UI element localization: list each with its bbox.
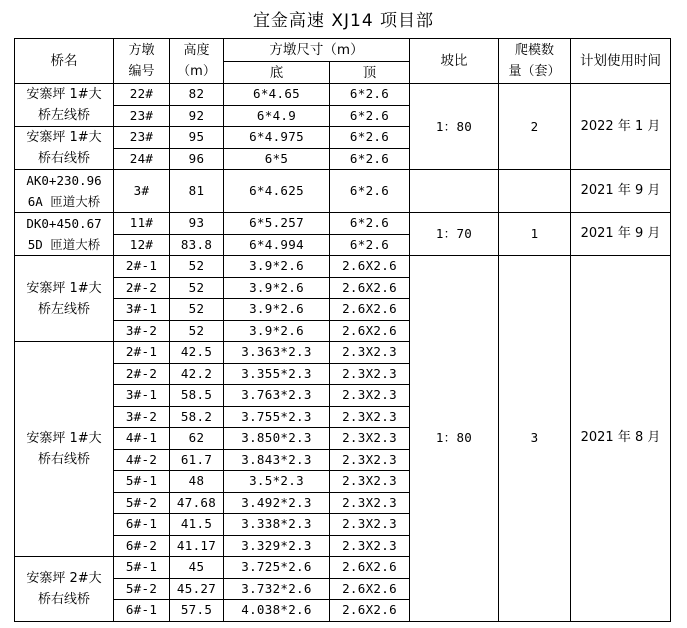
bridge-name-cell: DK0+450.67 5D 匝道大桥 [15, 213, 114, 256]
pier-cell: 4#-1 [114, 428, 170, 450]
top-cell: 2.6X2.6 [330, 557, 410, 579]
header-slope: 坡比 [410, 39, 499, 84]
table-row [15, 84, 671, 106]
bridge-name-cell: 安寨坪 1#大 桥左线桥 [15, 256, 114, 342]
pier-cell: 2#-1 [114, 342, 170, 364]
pier-cell: 5#-1 [114, 557, 170, 579]
bottom-cell: 3.850*2.3 [224, 428, 330, 450]
top-cell: 6*2.6 [330, 105, 410, 127]
bottom-cell: 6*5 [224, 148, 330, 170]
pier-cell: 2#-1 [114, 256, 170, 278]
top-cell: 2.3X2.3 [330, 406, 410, 428]
pier-cell: 3#-1 [114, 385, 170, 407]
bottom-cell: 3.329*2.3 [224, 535, 330, 557]
pier-cell: 22# [114, 84, 170, 106]
height-cell: 61.7 [170, 449, 224, 471]
bridge-name-cell: 安寨坪 2#大 桥右线桥 [15, 557, 114, 622]
bottom-cell: 3.725*2.6 [224, 557, 330, 579]
header-bottom: 底 [224, 62, 330, 84]
height-cell: 95 [170, 127, 224, 149]
pier-cell: 2#-2 [114, 277, 170, 299]
height-cell: 45 [170, 557, 224, 579]
bottom-cell: 3.355*2.3 [224, 363, 330, 385]
height-cell: 52 [170, 256, 224, 278]
pier-formwork-table [14, 38, 671, 622]
planned-time-cell: 2021 年 8 月 [571, 256, 671, 622]
height-cell: 42.5 [170, 342, 224, 364]
bottom-cell: 6*4.65 [224, 84, 330, 106]
top-cell: 2.3X2.3 [330, 535, 410, 557]
height-cell: 82 [170, 84, 224, 106]
bottom-cell: 3.492*2.3 [224, 492, 330, 514]
bottom-cell: 6*5.257 [224, 213, 330, 235]
table-row [15, 213, 671, 235]
header-pier-size: 方墩尺寸（m） [224, 39, 410, 62]
bottom-cell: 6*4.975 [224, 127, 330, 149]
height-cell: 41.17 [170, 535, 224, 557]
pier-cell: 12# [114, 234, 170, 256]
pier-cell: 3#-1 [114, 299, 170, 321]
bottom-cell: 3.763*2.3 [224, 385, 330, 407]
formwork-count-cell: 2 [499, 84, 571, 170]
bottom-cell: 3.732*2.6 [224, 578, 330, 600]
bottom-cell: 6*4.625 [224, 170, 330, 213]
pier-cell: 2#-2 [114, 363, 170, 385]
bottom-cell: 3.843*2.3 [224, 449, 330, 471]
top-cell: 6*2.6 [330, 148, 410, 170]
top-cell: 2.3X2.3 [330, 514, 410, 536]
bridge-name-cell: 安寨坪 1#大 桥右线桥 [15, 342, 114, 557]
top-cell: 2.6X2.6 [330, 277, 410, 299]
top-cell: 2.3X2.3 [330, 363, 410, 385]
bottom-cell: 3.5*2.3 [224, 471, 330, 493]
top-cell: 2.3X2.3 [330, 342, 410, 364]
planned-time-cell: 2022 年 1 月 [571, 84, 671, 170]
slope-cell: 1：80 [410, 84, 499, 170]
top-cell: 6*2.6 [330, 127, 410, 149]
top-cell: 6*2.6 [330, 213, 410, 235]
slope-cell: 1：80 [410, 256, 499, 622]
top-cell: 2.3X2.3 [330, 449, 410, 471]
top-cell: 2.3X2.3 [330, 471, 410, 493]
top-cell: 2.3X2.3 [330, 385, 410, 407]
bottom-cell: 6*4.994 [224, 234, 330, 256]
table-row [15, 256, 671, 278]
bottom-cell: 6*4.9 [224, 105, 330, 127]
slope-cell [410, 170, 499, 213]
pier-cell: 3# [114, 170, 170, 213]
pier-cell: 5#-2 [114, 578, 170, 600]
pier-cell: 6#-1 [114, 600, 170, 622]
header-pier-number: 方墩 编号 [114, 39, 170, 84]
pier-cell: 24# [114, 148, 170, 170]
bridge-name-cell: AK0+230.96 6A 匝道大桥 [15, 170, 114, 213]
top-cell: 2.6X2.6 [330, 600, 410, 622]
top-cell: 2.6X2.6 [330, 578, 410, 600]
bottom-cell: 3.9*2.6 [224, 299, 330, 321]
header-planned-time: 计划使用时间 [571, 39, 671, 84]
height-cell: 58.5 [170, 385, 224, 407]
top-cell: 2.3X2.3 [330, 428, 410, 450]
bridge-name-cell: 安寨坪 1#大 桥右线桥 [15, 127, 114, 170]
planned-time-cell: 2021 年 9 月 [571, 170, 671, 213]
height-cell: 41.5 [170, 514, 224, 536]
top-cell: 6*2.6 [330, 84, 410, 106]
header-formwork-count: 爬模数 量（套） [499, 39, 571, 84]
pier-cell: 5#-2 [114, 492, 170, 514]
formwork-count-cell [499, 170, 571, 213]
top-cell: 6*2.6 [330, 170, 410, 213]
header-bridge-name: 桥名 [15, 39, 114, 84]
pier-cell: 3#-2 [114, 320, 170, 342]
bottom-cell: 3.363*2.3 [224, 342, 330, 364]
slope-cell: 1：70 [410, 213, 499, 256]
header-height: 高度 （m） [170, 39, 224, 84]
top-cell: 2.6X2.6 [330, 299, 410, 321]
formwork-count-cell: 1 [499, 213, 571, 256]
bottom-cell: 3.338*2.3 [224, 514, 330, 536]
height-cell: 48 [170, 471, 224, 493]
height-cell: 92 [170, 105, 224, 127]
height-cell: 52 [170, 277, 224, 299]
bottom-cell: 3.9*2.6 [224, 320, 330, 342]
bottom-cell: 3.9*2.6 [224, 256, 330, 278]
pier-cell: 6#-2 [114, 535, 170, 557]
pier-cell: 23# [114, 105, 170, 127]
pier-cell: 11# [114, 213, 170, 235]
height-cell: 52 [170, 299, 224, 321]
top-cell: 6*2.6 [330, 234, 410, 256]
bottom-cell: 4.038*2.6 [224, 600, 330, 622]
height-cell: 58.2 [170, 406, 224, 428]
top-cell: 2.6X2.6 [330, 320, 410, 342]
height-cell: 42.2 [170, 363, 224, 385]
height-cell: 57.5 [170, 600, 224, 622]
top-cell: 2.6X2.6 [330, 256, 410, 278]
pier-cell: 5#-1 [114, 471, 170, 493]
bottom-cell: 3.755*2.3 [224, 406, 330, 428]
bridge-name-cell: 安寨坪 1#大 桥左线桥 [15, 84, 114, 127]
height-cell: 45.27 [170, 578, 224, 600]
bottom-cell: 3.9*2.6 [224, 277, 330, 299]
top-cell: 2.3X2.3 [330, 492, 410, 514]
height-cell: 52 [170, 320, 224, 342]
pier-cell: 3#-2 [114, 406, 170, 428]
pier-cell: 23# [114, 127, 170, 149]
pier-cell: 4#-2 [114, 449, 170, 471]
page-title: 宜金高速 XJ14 项目部 [252, 11, 435, 31]
formwork-count-cell: 3 [499, 256, 571, 622]
height-cell: 81 [170, 170, 224, 213]
header-top: 顶 [330, 62, 410, 84]
table-row [15, 170, 671, 213]
height-cell: 83.8 [170, 234, 224, 256]
pier-cell: 6#-1 [114, 514, 170, 536]
height-cell: 62 [170, 428, 224, 450]
height-cell: 96 [170, 148, 224, 170]
height-cell: 47.68 [170, 492, 224, 514]
planned-time-cell: 2021 年 9 月 [571, 213, 671, 256]
height-cell: 93 [170, 213, 224, 235]
